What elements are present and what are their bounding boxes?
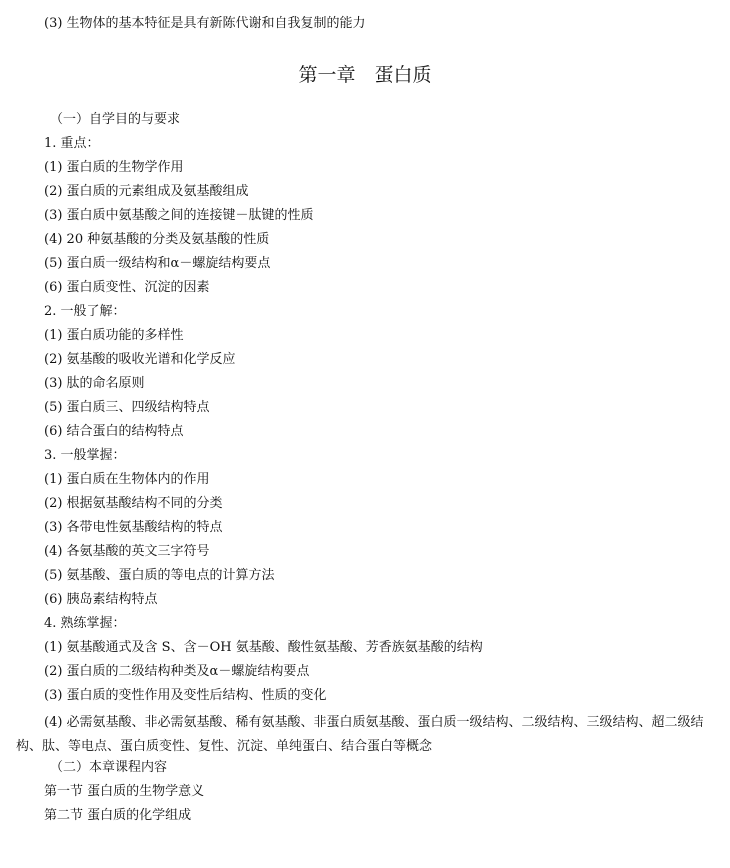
list-item: (5) 蛋白质三、四级结构特点 [44,400,210,415]
list-item: (1) 蛋白质的生物学作用 [44,160,184,175]
list-item: (3) 蛋白质中氨基酸之间的连接键－肽键的性质 [44,208,314,223]
list-item: (4) 各氨基酸的英文三字符号 [44,544,210,559]
list-item: (6) 胰岛素结构特点 [44,592,158,607]
list-item: (3) 各带电性氨基酸结构的特点 [44,520,223,535]
list-item: (2) 蛋白质的二级结构种类及α－螺旋结构要点 [44,664,310,679]
list-item: (6) 结合蛋白的结构特点 [44,424,184,439]
list-item: (4) 20 种氨基酸的分类及氨基酸的性质 [44,232,270,247]
list-item: (3) 肽的命名原则 [44,376,145,391]
list-item: (3) 蛋白质的变性作用及变性后结构、性质的变化 [44,688,327,703]
group-heading-key-points: 1. 重点： [44,136,100,151]
course-section-item: 第二节 蛋白质的化学组成 [44,808,192,823]
list-item: (5) 蛋白质一级结构和α－螺旋结构要点 [44,256,271,271]
list-item: (1) 蛋白质功能的多样性 [44,328,184,343]
group-heading-proficient-mastery: 4. 熟练掌握： [44,616,126,631]
list-item: (2) 根据氨基酸结构不同的分类 [44,496,223,511]
list-item: (6) 蛋白质变性、沉淀的因素 [44,280,210,295]
list-item: (5) 氨基酸、蛋白质的等电点的计算方法 [44,568,275,583]
intro-line: (3) 生物体的基本特征是具有新陈代谢和自我复制的能力 [44,16,366,31]
list-item: (1) 氨基酸通式及含 S、含－OH 氨基酸、酸性氨基酸、芳香族氨基酸的结构 [44,640,483,655]
group-heading-general-understanding: 2. 一般了解： [44,304,126,319]
course-section-item: 第一节 蛋白质的生物学意义 [44,784,205,799]
list-item: (1) 蛋白质在生物体内的作用 [44,472,210,487]
list-item: (2) 蛋白质的元素组成及氨基酸组成 [44,184,249,199]
list-item: (2) 氨基酸的吸收光谱和化学反应 [44,352,236,367]
group-heading-general-mastery: 3. 一般掌握： [44,448,126,463]
section-heading-course-content: （二）本章课程内容 [50,760,168,775]
section-heading-objectives: （一）自学目的与要求 [50,112,181,127]
chapter-title: 第一章 蛋白质 [298,64,432,86]
list-item-concepts-paragraph: (4) 必需氨基酸、非必需氨基酸、稀有氨基酸、非蛋白质氨基酸、蛋白质一级结构、二级结构、三级结构、超二级结构、肽、等电点、蛋白质变性、复性、沉淀、单纯蛋白、结合蛋白等概念 [16,715,704,754]
